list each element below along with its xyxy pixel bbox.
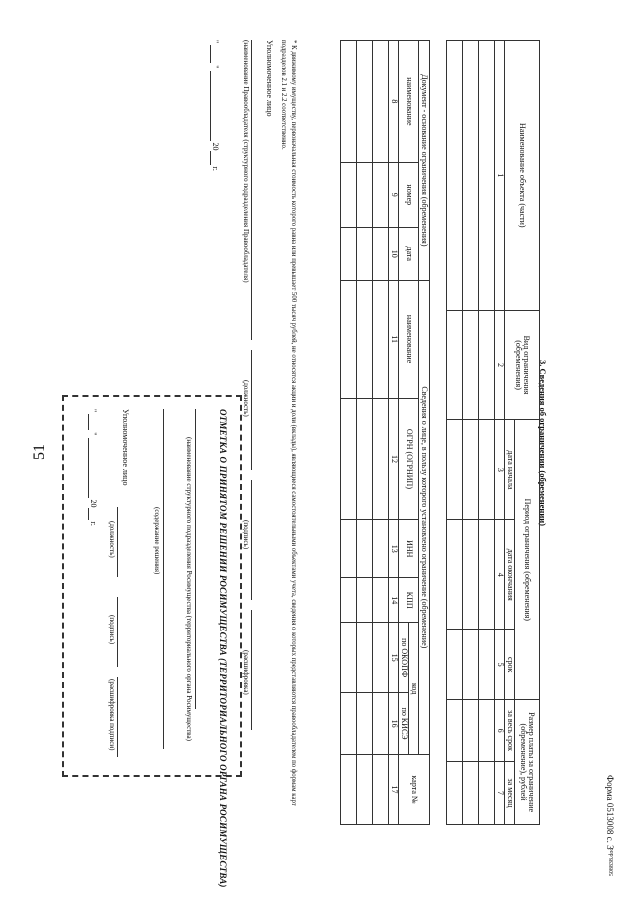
table-cell [479, 420, 495, 520]
rosim-signature-line [117, 597, 118, 667]
decision-caption: (содержание решения) [153, 507, 161, 575]
table-cell [341, 41, 357, 163]
col-number: 10 [389, 227, 399, 280]
table-cell [447, 420, 463, 520]
table-cell [357, 41, 373, 163]
position-line [251, 350, 252, 470]
header-document: Документ - основание ограничения (обременения) [419, 41, 430, 281]
table-cell [373, 227, 389, 280]
header-start-date: дата начала [505, 420, 515, 520]
day-blank [210, 45, 220, 63]
header-doc-name: наименование [399, 41, 419, 163]
rosim-date-line [88, 409, 98, 526]
table-cell [341, 623, 357, 693]
header-object: Наименование объекта (части) [505, 41, 540, 311]
decode-line [251, 610, 252, 730]
table-cell [447, 310, 463, 420]
col-number: 17 [389, 755, 399, 825]
rosim-signature-caption: (подпись) [108, 615, 116, 645]
date-year: 20 [89, 499, 98, 508]
table-cell [447, 630, 463, 700]
table-cell [341, 693, 357, 755]
col-number: 13 [389, 520, 399, 578]
col-number: 5 [495, 630, 505, 700]
table-cell [357, 693, 373, 755]
date-quote-open: " [211, 40, 220, 44]
header-person: Сведения о лице, в пользу которого установлено ограничение (обременение) [419, 280, 430, 754]
table-cell [341, 578, 357, 623]
month-blank [210, 71, 220, 141]
table-cell [357, 520, 373, 578]
header-type: Вид ограничения (обременения) [505, 310, 540, 420]
filename: 508838.doc [609, 847, 615, 877]
table-cell [373, 623, 389, 693]
table-cell [463, 420, 479, 520]
year-blank [210, 151, 220, 165]
table-cell [463, 41, 479, 311]
signature-line [251, 480, 252, 600]
table-cell [341, 280, 357, 398]
table-cell [447, 41, 463, 311]
rosim-position-line [117, 507, 118, 577]
year-blank [88, 508, 98, 520]
header-pay-month: за месяц [505, 762, 515, 825]
col-number: 15 [389, 623, 399, 693]
col-number: 3 [495, 420, 505, 520]
table-cell [479, 700, 495, 762]
header-kpp: КПП [399, 578, 419, 623]
date-quote-close: " [89, 432, 98, 436]
rosim-decision-box [62, 395, 242, 888]
unit-line [195, 409, 196, 709]
date-quote-close: " [211, 65, 220, 69]
col-number: 6 [495, 700, 505, 762]
table-cell [357, 280, 373, 398]
col-number: 16 [389, 693, 399, 755]
decode-caption: (расшифровка) [242, 650, 250, 695]
col-number: 9 [389, 162, 399, 227]
table-cell [341, 162, 357, 227]
col-number: 1 [495, 41, 505, 311]
table-cell [357, 398, 373, 520]
table-cell [341, 227, 357, 280]
header-end-date: дата окончания [505, 520, 515, 630]
table-cell [463, 700, 479, 762]
table-cell [357, 227, 373, 280]
form-number: Форма 0513008 с. 3 [605, 775, 615, 850]
restriction-table [446, 40, 540, 825]
header-payment: Размер платы за ограничение (обременение), рублей [515, 700, 540, 825]
table-cell [373, 578, 389, 623]
rosim-decode-line [117, 677, 118, 757]
col-number: 14 [389, 578, 399, 623]
table-cell [373, 162, 389, 227]
col-number: 4 [495, 520, 505, 630]
table-cell [373, 41, 389, 163]
table-cell [479, 762, 495, 825]
rosim-decode-caption: (расшифровка подписи) [108, 679, 116, 751]
authorized-person-label: Уполномоченное лицо [265, 40, 274, 117]
table-cell [341, 755, 357, 825]
rosim-authorized-label: Уполномоченное лицо [121, 409, 130, 486]
footnote: * К движимому имуществу, первоначальная стоимость которого равна или превышает 500 тысяч рублей, не относятся акции и доли (вклады), являющиеся самостоятельными объектами учета, сведения о которых представляются правообладателем по формам карт подразделов 2.1 и 2.2 соответственно. [280, 40, 297, 806]
position-caption: (должность) [242, 380, 250, 417]
header-person-name: наименование [399, 280, 419, 398]
col-number: 8 [389, 41, 399, 163]
day-blank [88, 414, 98, 430]
section-title: 3. Сведения об ограничении (обременении) [538, 360, 548, 526]
col-number: 7 [495, 762, 505, 825]
header-pay-total: за весь срок [505, 700, 515, 762]
basis-table [340, 40, 430, 825]
col-number: 12 [389, 398, 399, 520]
org-line [251, 40, 252, 340]
unit-caption: (наименование структурного подразделения Росимущества (территориального органа Росимущества) [185, 437, 193, 741]
rosim-title: ОТМЕТКА О ПРИНЯТОМ РЕШЕНИИ РОСИМУЩЕСТВА (ТЕРРИТОРИАЛЬНОГО ОРГАНА РОСИМУЩЕСТВА) [218, 409, 228, 888]
header-doc-number: номер [399, 162, 419, 227]
table-cell [447, 700, 463, 762]
table-cell [373, 280, 389, 398]
table-cell [357, 623, 373, 693]
header-period: Период ограничения (обременения) [515, 420, 540, 700]
table-cell [479, 630, 495, 700]
rosim-position-caption: (должность) [108, 521, 116, 558]
header-okopf: по ОКОПФ [399, 623, 409, 693]
date-year-suffix: г. [89, 521, 98, 526]
header-inn: ИНН [399, 520, 419, 578]
header-term: срок [505, 630, 515, 700]
table-cell [447, 520, 463, 630]
org-caption: (наименование Правообладателя (структурного подразделения Правообладателя) [242, 40, 250, 283]
col-number: 11 [389, 280, 399, 398]
col-number: 2 [495, 310, 505, 420]
table-cell [463, 762, 479, 825]
table-cell [373, 398, 389, 520]
table-cell [357, 755, 373, 825]
date-quote-open: " [89, 409, 98, 413]
month-blank [88, 438, 98, 498]
table-cell [373, 520, 389, 578]
page-number: 51 [31, 444, 48, 460]
table-cell [341, 520, 357, 578]
table-cell [357, 578, 373, 623]
header-kise: по КИСЭ [399, 693, 409, 755]
signature-caption: (подпись) [242, 520, 250, 550]
date-year-suffix: г. [211, 166, 220, 171]
table-cell [479, 41, 495, 311]
table-cell [373, 755, 389, 825]
table-cell [463, 520, 479, 630]
date-line-1 [210, 40, 220, 171]
table-cell [341, 398, 357, 520]
header-card: карта № [399, 755, 430, 825]
table-cell [479, 520, 495, 630]
decision-line [163, 409, 164, 749]
table-cell [373, 693, 389, 755]
table-cell [357, 162, 373, 227]
table-cell [479, 310, 495, 420]
header-code: код [409, 623, 419, 755]
table-cell [447, 762, 463, 825]
header-doc-date: дата [399, 227, 419, 280]
table-cell [463, 310, 479, 420]
header-ogrn: ОГРН (ОГРНИП) [399, 398, 419, 520]
date-year: 20 [211, 142, 220, 151]
table-cell [463, 630, 479, 700]
